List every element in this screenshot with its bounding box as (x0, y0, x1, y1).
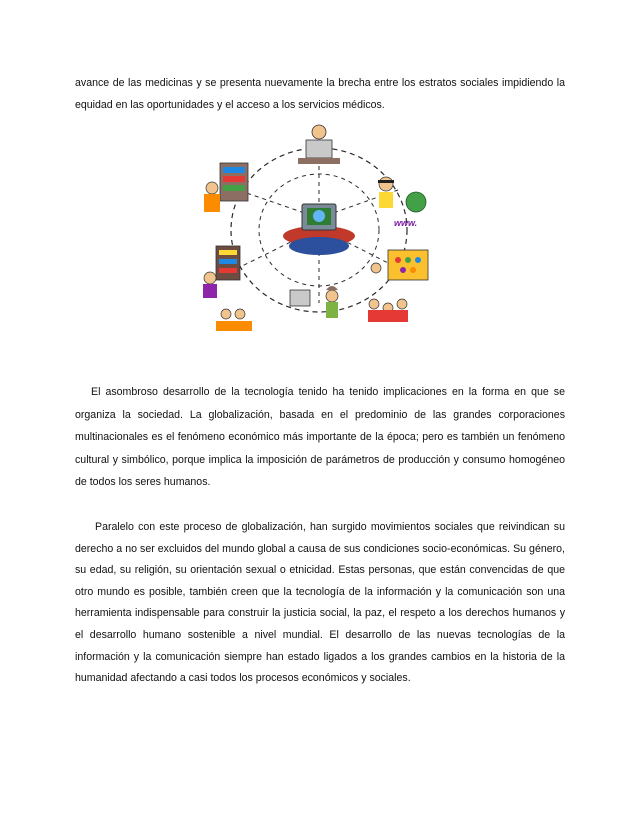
technology-network-illustration (198, 118, 440, 340)
www-label: www. (394, 218, 418, 228)
paragraph-technology-globalization: El asombroso desarrollo de la tecnología tenido ha tenido implicaciones en la forma en que se organiza la sociedad. La globalización, basada en el predominio de las grandes corporaciones multinacionales es el fenómeno económico más importante de la época; pero es también un fenómeno cultural y simbólico, porque implica la imposición de parámetros de producción y consumo homogéneo de todos los seres humanos. (75, 386, 565, 488)
network-clipart-icon (198, 118, 440, 340)
paragraph-medicine-gap: avance de las medicinas y se presenta nuevamente la brecha entre los estratos sociales impidiendo la equidad en las oportunidades y el acceso a los servicios médicos. (75, 77, 565, 111)
paragraph-social-movements: Paralelo con este proceso de globalización, han surgido movimientos sociales que reivindican su derecho a no ser excluidos del mundo global a causa de sus condiciones socio-económicas. Su género, su edad, su religión, su orientación sexual o etnicidad. Estas personas, que están convencidas de que otro mundo es posible, también creen que la tecnología de la información y la comunicación son una herramienta indispensable para construir la justicia social, la paz, el respeto a los derechos humanos y el desarrollo humano sostenible a nivel mundial. El desarrollo de las nuevas tecnologías de la información y la comunicación siempre han estado ligados a los grandes cambios en la historia de la humanidad afectando a casi todos los procesos económicos y sociales. (75, 521, 565, 685)
